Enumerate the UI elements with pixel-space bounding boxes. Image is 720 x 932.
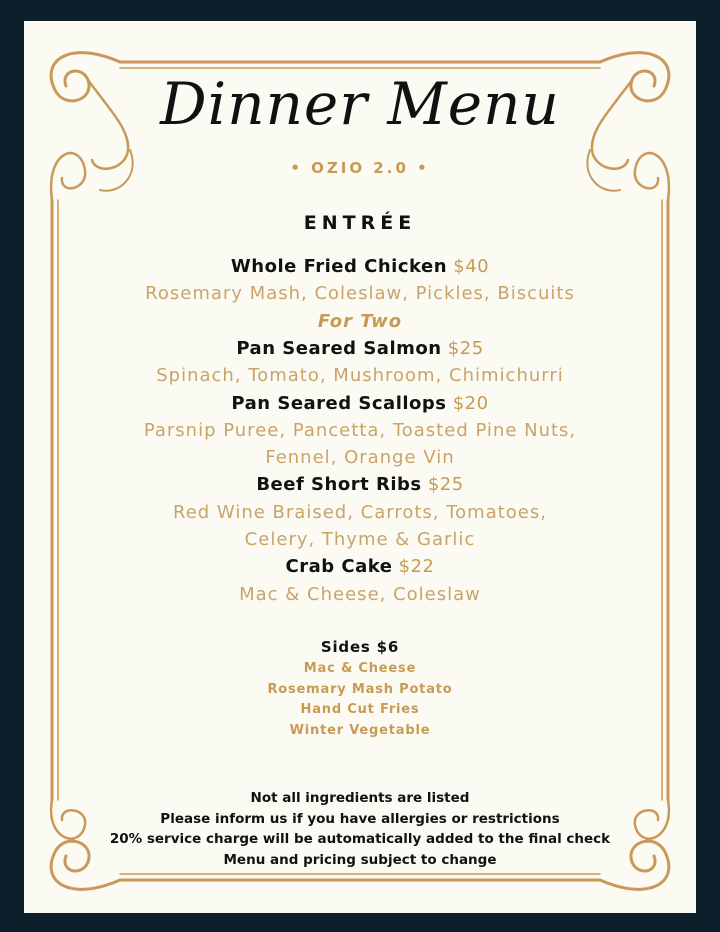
dish-description: Celery, Thyme & Garlic: [244, 529, 476, 550]
section-heading-entree: ENTRÉE: [303, 212, 417, 234]
side-item: Hand Cut Fries: [300, 702, 420, 717]
dish-line: [0, 471, 720, 498]
dish-price: $20: [446, 392, 489, 414]
dish-description: Fennel, Orange Vin: [265, 447, 455, 469]
dish-line: [0, 553, 720, 580]
sides-heading: Sides $6: [320, 638, 400, 656]
dish-name: Whole Fried Chicken: [230, 256, 448, 277]
dish-price: $22: [392, 556, 435, 578]
dish-line: [0, 253, 720, 280]
dish-name: Pan Seared Scallops: [231, 392, 447, 414]
page-title: Dinner Menu: [160, 70, 560, 138]
dish-line: [0, 335, 720, 362]
footer-line: Menu and pricing subject to change: [223, 852, 497, 869]
restaurant-name: • OZIO 2.0 •: [290, 159, 430, 177]
side-item: Mac & Cheese: [303, 661, 417, 676]
dish-line: [0, 390, 720, 417]
dish-description: Red Wine Braised, Carrots, Tomatoes,: [173, 501, 547, 523]
dish-name: Pan Seared Salmon: [236, 337, 442, 359]
dish-name: Beef Short Ribs: [256, 474, 422, 496]
side-item: Rosemary Mash Potato: [267, 681, 453, 697]
dish-description: Spinach, Tomato, Mushroom, Chimichurri: [156, 365, 564, 387]
dish-description: Rosemary Mash, Coleslaw, Pickles, Biscuits: [145, 283, 575, 305]
footer-line: Not all ingredients are listed: [250, 790, 470, 806]
footer-line: 20% service charge will be automatically added to the final check: [109, 831, 611, 848]
dish-description: Mac & Cheese, Coleslaw: [239, 583, 481, 605]
dish-name: Crab Cake: [285, 556, 393, 578]
dish-note: For Two: [317, 310, 403, 332]
footer-line: Please inform us if you have allergies or restrictions: [160, 810, 560, 827]
dish-description: Parsnip Puree, Pancetta, Toasted Pine Nuts,: [143, 419, 577, 441]
dish-price: $25: [421, 474, 464, 496]
dish-price: $25: [441, 337, 484, 359]
side-item: Winter Vegetable: [289, 722, 431, 738]
dish-price: $40: [447, 256, 490, 277]
